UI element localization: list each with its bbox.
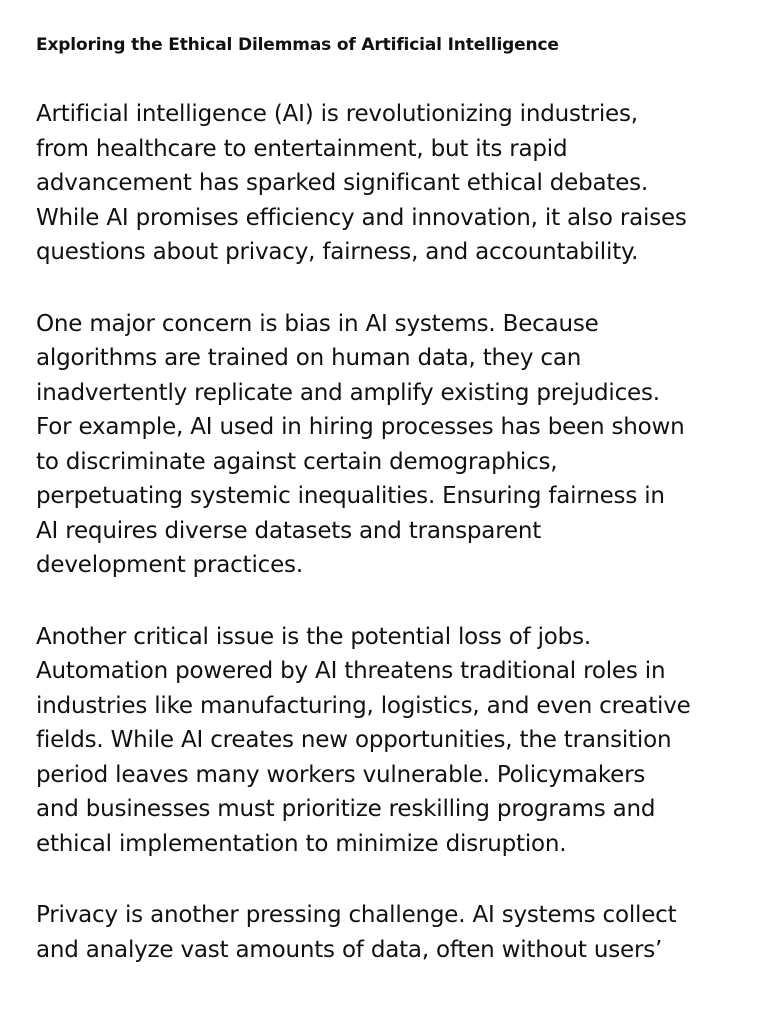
text-line: and businesses must prioritize reskilling programs and [36, 796, 656, 822]
text-line: industries like manufacturing, logistics, and even creative [36, 692, 691, 719]
text-line: ethical implementation to minimize disruption. [36, 830, 567, 857]
document-body [36, 97, 756, 1004]
paragraph-privacy [36, 898, 756, 967]
text-line: questions about privacy, fairness, and accountability. [36, 239, 639, 265]
text-line: Privacy is another pressing challenge. AI systems collect [36, 902, 677, 928]
text-line: advancement has sparked significant ethical debates. [36, 170, 649, 196]
text-line: from healthcare to entertainment, but its rapid [36, 135, 568, 162]
text-line: and analyze vast amounts of data, often without users’ [36, 936, 663, 963]
text-line: AI requires diverse datasets and transparent [36, 517, 542, 544]
text-line: period leaves many workers vulnerable. Policymakers [36, 761, 646, 788]
paragraph-jobs [36, 620, 756, 862]
text-line: For example, AI used in hiring processes has been shown [36, 414, 685, 440]
text-line: development practices. [36, 552, 303, 578]
text-line: fields. While AI creates new opportunities, the transition [36, 727, 672, 753]
document-title: Exploring the Ethical Dilemmas of Artificial Intelligence [36, 35, 559, 55]
text-line: Artificial intelligence (AI) is revolutionizing industries, [36, 101, 638, 127]
text-line: perpetuating systemic inequalities. Ensuring fairness in [36, 483, 665, 509]
text-line: Automation powered by AI threatens traditional roles in [36, 658, 666, 684]
paragraph-bias [36, 307, 756, 583]
text-line: algorithms are trained on human data, they can [36, 345, 582, 371]
text-line: inadvertently replicate and amplify existing prejudices. [36, 379, 660, 406]
paragraph-intro [36, 97, 756, 270]
text-line: to discriminate against certain demographics, [36, 448, 558, 475]
text-line: One major concern is bias in AI systems. Because [36, 310, 599, 337]
text-line: While AI promises efficiency and innovation, it also raises [36, 204, 687, 231]
text-line: Another critical issue is the potential loss of jobs. [36, 623, 591, 650]
